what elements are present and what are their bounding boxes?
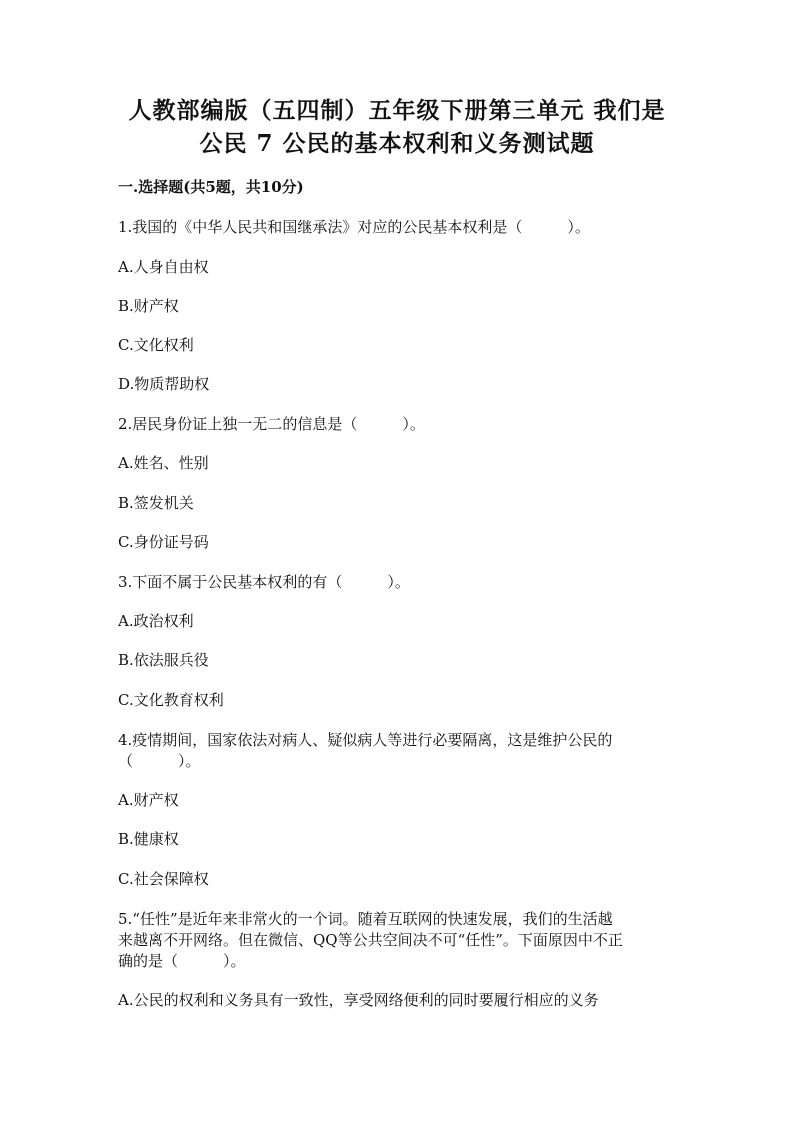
question-3-option-b: B.依法服兵役 bbox=[118, 651, 209, 669]
question-2-option-b: B.签发机关 bbox=[118, 494, 194, 512]
question-5-stem-line-1: 5.“任性”是近年来非常火的一个词。随着互联网的快速发展，我们的生活越 bbox=[118, 910, 613, 928]
question-1-option-c: C.文化权利 bbox=[118, 336, 194, 354]
question-1-stem: 1.我国的《中华人民共和国继承法》对应的公民基本权利是（ ）。 bbox=[118, 218, 590, 236]
question-2-stem: 2.居民身份证上独一无二的信息是（ ）。 bbox=[118, 415, 425, 433]
question-4-option-b: B.健康权 bbox=[118, 830, 179, 848]
question-1-option-a: A.人身自由权 bbox=[118, 258, 209, 276]
question-2-option-a: A.姓名、性别 bbox=[118, 454, 209, 472]
question-5-stem-line-2: 来越离不开网络。但在微信、QQ等公共空间决不可“任性”。下面原因中不正 bbox=[118, 931, 623, 949]
question-4-stem-line-2: （ ）。 bbox=[118, 752, 201, 770]
question-3-stem: 3.下面不属于公民基本权利的有（ ）。 bbox=[118, 573, 410, 591]
question-4-option-a: A.财产权 bbox=[118, 791, 179, 809]
question-3-option-c: C.文化教育权利 bbox=[118, 691, 224, 709]
question-4-stem-line-1: 4.疫情期间，国家依法对病人、疑似病人等进行必要隔离，这是维护公民的 bbox=[118, 731, 613, 749]
question-1-option-d: D.物质帮助权 bbox=[118, 375, 210, 393]
section-heading: 一.选择题(共5题，共10分) bbox=[118, 178, 304, 196]
question-1-option-b: B.财产权 bbox=[118, 297, 179, 315]
question-3-option-a: A.政治权利 bbox=[118, 612, 194, 630]
document-title-line-1: 人教部编版（五四制）五年级下册第三单元 我们是 bbox=[128, 97, 666, 124]
question-5-option-a: A.公民的权利和义务具有一致性，享受网络便利的同时要履行相应的义务 bbox=[118, 991, 599, 1009]
question-4-option-c: C.社会保障权 bbox=[118, 870, 209, 888]
question-5-stem-line-3: 确的是（ ）。 bbox=[118, 952, 246, 970]
question-2-option-c: C.身份证号码 bbox=[118, 533, 209, 551]
document-title-line-2: 公民 7 公民的基本权利和义务测试题 bbox=[199, 130, 595, 157]
